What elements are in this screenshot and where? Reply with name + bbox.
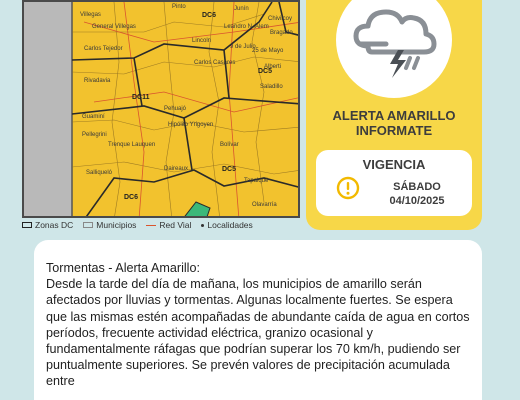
locality-label: 25 de Mayo xyxy=(252,48,284,54)
locality-label: Olavarría xyxy=(252,202,277,208)
locality-label: Tapalqué xyxy=(244,178,269,184)
road-swatch-icon xyxy=(146,225,156,226)
legend-localidades xyxy=(201,220,252,230)
zone-label: DC5 xyxy=(222,166,237,173)
locality-label: Carlos Tejedor xyxy=(84,46,123,52)
zone-swatch-icon xyxy=(22,222,32,228)
locality-label: Villegas xyxy=(80,12,101,18)
alert-card xyxy=(306,0,482,230)
locality-label: Guaminí xyxy=(82,114,105,120)
zone-label: DC11 xyxy=(132,94,150,101)
alert-description: Desde la tarde del día de mañana, los municipios de amarillo serán afectados por lluvias y tormentas. Algunas localmente fuertes. Se espera que las mismas estén acompañadas de abundante caída de agua en cortos períodos, frecuente actividad eléctrica, granizo ocasional y fundamentalmente ráfagas que podrían superar los 70 km/h, pudiendo ser puntualmente superiores. Se prevén valores de precipitación acumulada entre xyxy=(46,277,470,389)
legend-zonas xyxy=(22,220,73,230)
locality-label: Bragado xyxy=(270,30,293,36)
alert-title-line1: ALERTA AMARILLO xyxy=(332,108,456,123)
alert-title-line2: INFORMATE xyxy=(355,123,433,138)
locality-label: Daireaux xyxy=(164,166,189,172)
legend-red-vial xyxy=(146,220,191,230)
vigencia-label: VIGENCIA xyxy=(362,157,426,172)
locality-label: Chivilcoy xyxy=(268,16,293,22)
legend-label: Red Vial xyxy=(159,220,192,230)
locality-label: Saladillo xyxy=(260,84,283,90)
locality-label: 9 de Julio xyxy=(230,44,256,50)
locality-label: Hipólito Yrigoyen xyxy=(168,122,214,128)
locality-label: Pinto xyxy=(172,4,186,10)
zone-label: DC5 xyxy=(258,68,273,75)
vigencia-dates xyxy=(372,180,462,208)
vigencia-day: SÁBADO xyxy=(393,181,441,193)
locality-label: Junín xyxy=(234,6,249,12)
storm-cloud-lightning-icon xyxy=(346,0,442,80)
zone-label: DC6 xyxy=(202,12,217,19)
locality-label: Lincoln xyxy=(192,38,212,44)
warning-icon xyxy=(336,176,360,200)
vigencia-date: 04/10/2025 xyxy=(389,195,445,207)
locality-label: Trenque Lauquen xyxy=(108,142,156,148)
locality-label: Leandro N. Alem xyxy=(224,24,269,30)
municipio-swatch-icon xyxy=(83,222,93,228)
map-boundaries xyxy=(24,2,300,218)
weather-icon-badge xyxy=(336,0,452,98)
alert-title xyxy=(306,108,482,138)
legend-label: Localidades xyxy=(207,220,253,230)
locality-label: Carlos Casares xyxy=(194,60,236,66)
locality-label: Rivadavia xyxy=(84,78,111,84)
legend-label: Municipios xyxy=(96,220,137,230)
locality-label: Salliqueló xyxy=(86,170,113,176)
locality-label: Pehuajó xyxy=(164,106,187,112)
map-legend xyxy=(22,218,312,232)
locality-label: General Villegas xyxy=(92,24,136,30)
alert-map xyxy=(22,0,300,218)
legend-label: Zonas DC xyxy=(35,220,74,230)
vigencia-box xyxy=(316,150,472,216)
zone-label: DC6 xyxy=(124,194,139,201)
alert-description-card xyxy=(34,240,482,400)
locality-label: Pellegrini xyxy=(82,132,107,138)
locality-label: Alberti xyxy=(264,64,282,70)
legend-municipios xyxy=(83,220,136,230)
alert-heading: Tormentas - Alerta Amarillo: xyxy=(46,261,200,275)
locality-dot-icon xyxy=(201,224,204,227)
locality-label: Bolívar xyxy=(220,142,239,148)
